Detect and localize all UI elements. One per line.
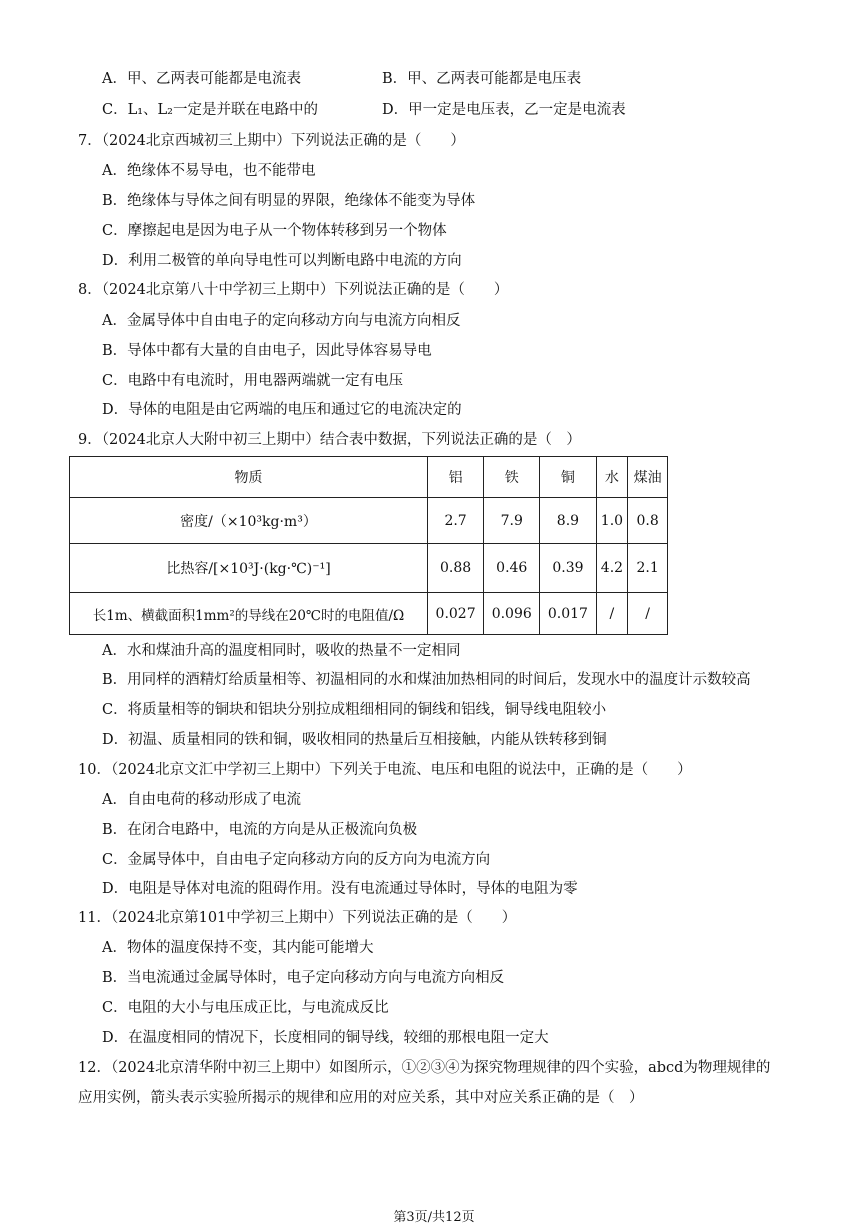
table-cell: 0.46	[484, 544, 540, 593]
table-cell: 2.7	[428, 498, 484, 544]
q11-option-d: D．在温度相同的情况下，长度相同的铜导线，较细的那根电阻一定大	[102, 1030, 549, 1046]
option-b: B．甲、乙两表可能都是电压表	[382, 71, 582, 87]
q7-option-b: B．绝缘体与导体之间有明显的界限，绝缘体不能变为导体	[102, 193, 476, 209]
table-cell: 长1m、横截面积1mm²的导线在20℃时的电阻值/Ω	[70, 593, 428, 635]
table-header-cell: 煤油	[628, 457, 668, 498]
table-header-cell: 水	[596, 457, 628, 498]
table-header-cell: 物质	[70, 457, 428, 498]
q7-option-a: A．绝缘体不易导电，也不能带电	[102, 163, 316, 179]
question-12-stem-cont: 应用实例，箭头表示实验所揭示的规律和应用的对应关系，其中对应关系正确的是（ ）	[78, 1090, 644, 1106]
table-header-row	[70, 457, 668, 498]
question-9-stem: 9．（2024北京人大附中初三上期中）结合表中数据，下列说法正确的是（ ）	[78, 432, 581, 448]
table-cell: 0.027	[428, 593, 484, 635]
table-cell: /	[628, 593, 668, 635]
option-d: D．甲一定是电压表，乙一定是电流表	[382, 102, 626, 118]
q9-option-c: C．将质量相等的铜块和铝块分别拉成粗细相同的铜线和铝线，铜导线电阻较小	[102, 702, 607, 718]
question-10-stem: 10．（2024北京文汇中学初三上期中）下列关于电流、电压和电阻的说法中，正确的是（ ）	[78, 762, 692, 778]
q10-option-a: A．自由电荷的移动形成了电流	[102, 792, 301, 808]
table-row	[70, 498, 668, 544]
page-number: 第3页/共12页	[393, 1210, 475, 1225]
table-cell: 1.0	[596, 498, 628, 544]
table-header-cell: 铝	[428, 457, 484, 498]
q10-option-b: B．在闭合电路中，电流的方向是从正极流向负极	[102, 822, 418, 838]
q9-option-b: B．用同样的酒精灯给质量相等、初温相同的水和煤油加热相同的时间后，发现水中的温度计示数较高	[102, 672, 751, 688]
q11-option-a: A．物体的温度保持不变，其内能可能增大	[102, 940, 374, 956]
option-c: C．L₁、L₂一定是并联在电路中的	[102, 102, 318, 118]
q7-option-c: C．摩擦起电是因为电子从一个物体转移到另一个物体	[102, 223, 447, 239]
q9-option-a: A．水和煤油升高的温度相同时，吸收的热量不一定相同	[102, 643, 461, 659]
table-row	[70, 593, 668, 635]
q11-option-c: C．电阻的大小与电压成正比，与电流成反比	[102, 1000, 389, 1016]
q10-option-d: D．电阻是导体对电流的阻碍作用。没有电流通过导体时，导体的电阻为零	[102, 881, 578, 897]
question-7-stem: 7．（2024北京西城初三上期中）下列说法正确的是（ ）	[78, 133, 465, 149]
table-cell: 4.2	[596, 544, 628, 593]
option-a: A．甲、乙两表可能都是电流表	[102, 71, 301, 87]
table-cell: 8.9	[540, 498, 596, 544]
table-cell: 2.1	[628, 544, 668, 593]
q8-option-a: A．金属导体中自由电子的定向移动方向与电流方向相反	[102, 313, 461, 329]
table-header-cell: 铁	[484, 457, 540, 498]
q8-option-b: B．导体中都有大量的自由电子，因此导体容易导电	[102, 343, 432, 359]
table-row	[70, 544, 668, 593]
table-cell: 7.9	[484, 498, 540, 544]
q8-option-d: D．导体的电阻是由它两端的电压和通过它的电流决定的	[102, 402, 462, 418]
question-11-stem: 11．（2024北京第101中学初三上期中）下列说法正确的是（ ）	[78, 910, 517, 926]
table-cell: 0.88	[428, 544, 484, 593]
table-cell: 比热容/[×10³J·(kg·℃)⁻¹]	[70, 544, 428, 593]
question-8-stem: 8．（2024北京第八十中学初三上期中）下列说法正确的是（ ）	[78, 282, 509, 298]
q9-option-d: D．初温、质量相同的铁和铜，吸收相同的热量后互相接触，内能从铁转移到铜	[102, 732, 607, 748]
table-cell: 0.39	[540, 544, 596, 593]
table-header-cell: 铜	[540, 457, 596, 498]
question-12-stem: 12．（2024北京清华附中初三上期中）如图所示，①②③④为探究物理规律的四个实验，abcd为物理规律的	[78, 1060, 771, 1076]
table-cell: 0.017	[540, 593, 596, 635]
q10-option-c: C．金属导体中，自由电子定向移动方向的反方向为电流方向	[102, 852, 491, 868]
material-data-table	[69, 456, 668, 635]
table-cell: 密度/（×10³kg·m³）	[70, 498, 428, 544]
table-cell: /	[596, 593, 628, 635]
table-cell: 0.8	[628, 498, 668, 544]
q7-option-d: D．利用二极管的单向导电性可以判断电路中电流的方向	[102, 253, 462, 269]
q8-option-c: C．电路中有电流时，用电器两端就一定有电压	[102, 373, 404, 389]
table-cell: 0.096	[484, 593, 540, 635]
q11-option-b: B．当电流通过金属导体时，电子定向移动方向与电流方向相反	[102, 970, 505, 986]
